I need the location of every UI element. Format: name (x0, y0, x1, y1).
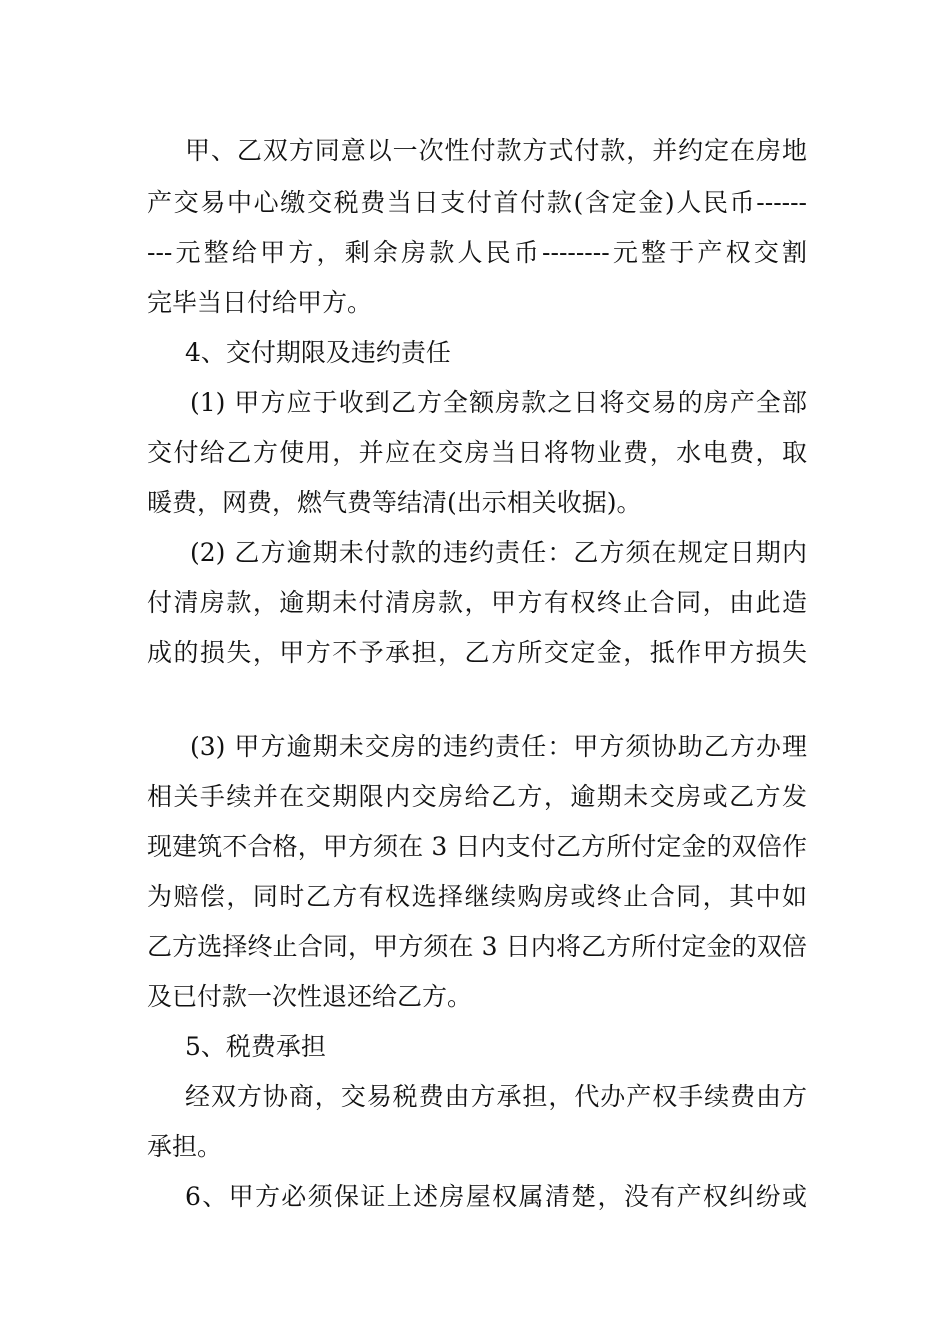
paragraph-payment-line-2: 产交易中心缴交税费当日支付首付款(含定金)人民币------ (147, 188, 807, 217)
paragraph-payment-line-1: 甲、乙双方同意以一次性付款方式付款，并约定在房地 (185, 136, 807, 165)
section-heading-4: 4、交付期限及违约责任 (185, 338, 451, 367)
clause-2-line-2: 付清房款，逾期未付清房款，甲方有权终止合同，由此造 (147, 588, 807, 617)
section-6-line-1: 6、甲方必须保证上述房屋权属清楚，没有产权纠纷或 (185, 1182, 807, 1211)
clause-2-line-1: (2) 乙方逾期未付款的违约责任：乙方须在规定日期内 (190, 538, 807, 567)
clause-1-line-1: (1) 甲方应于收到乙方全额房款之日将交易的房产全部 (190, 388, 807, 417)
clause-3-line-2: 相关手续并在交期限内交房给乙方，逾期未交房或乙方发 (147, 782, 807, 811)
clause-2-line-3: 成的损失，甲方不予承担，乙方所交定金，抵作甲方损失 (147, 638, 807, 667)
paragraph-payment-line-3: ---元整给甲方，剩余房款人民币--------元整于产权交割 (147, 238, 807, 267)
clause-3-line-6: 及已付款一次性退还给乙方。 (147, 982, 473, 1011)
tax-paragraph-line-1: 经双方协商，交易税费由方承担，代办产权手续费由方 (185, 1082, 807, 1111)
clause-1-line-2: 交付给乙方使用，并应在交房当日将物业费，水电费，取 (147, 438, 807, 467)
clause-1-line-3: 暖费，网费，燃气费等结清(出示相关收据)。 (147, 488, 642, 517)
tax-paragraph-line-2: 承担。 (147, 1132, 223, 1161)
clause-3-line-1: (3) 甲方逾期未交房的违约责任：甲方须协助乙方办理 (190, 732, 807, 761)
clause-3-line-4: 为赔偿，同时乙方有权选择继续购房或终止合同，其中如 (147, 882, 807, 911)
paragraph-payment-line-4: 完毕当日付给甲方。 (147, 288, 373, 317)
clause-3-line-3: 现建筑不合格，甲方须在 3 日内支付乙方所付定金的双倍作 (147, 832, 807, 861)
clause-3-line-5: 乙方选择终止合同，甲方须在 3 日内将乙方所付定金的双倍 (147, 932, 807, 961)
section-heading-5: 5、税费承担 (185, 1032, 326, 1061)
